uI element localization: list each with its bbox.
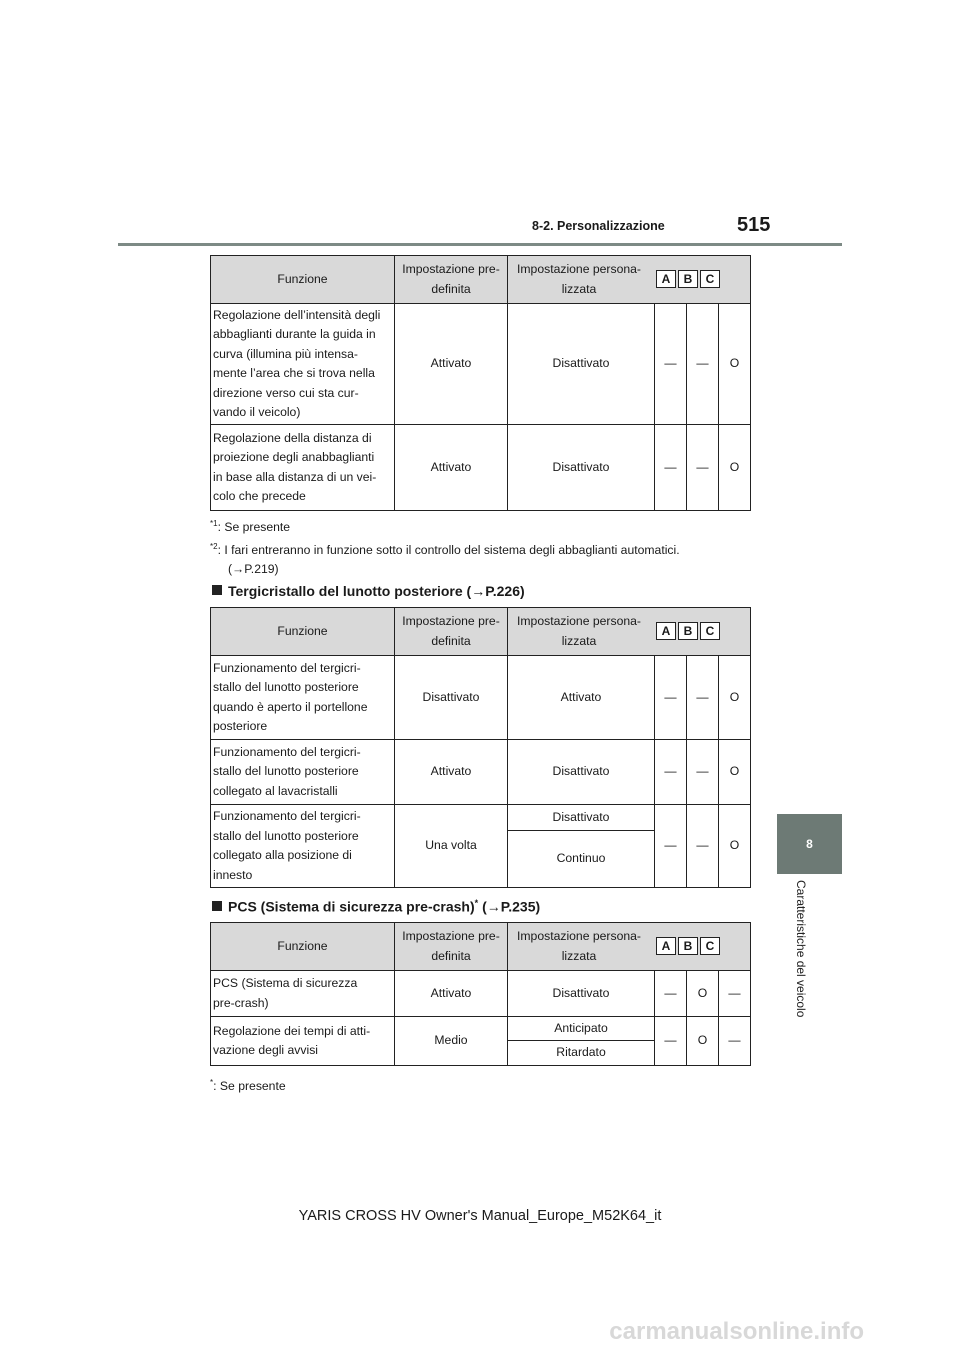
function-cell: Regolazione della distanza di proiezione degli anabbaglianti in base alla distanza di un vei- colo che precede (211, 425, 395, 511)
table-row (211, 425, 751, 511)
custom-cell: Disattivato (508, 740, 655, 805)
footnote: $^{*2}$: I fari entreranno in funzione sotto il controllo del sistema degli abbaglianti automatici. (→P.219) (210, 542, 680, 577)
custom-cell: Continuo (508, 831, 655, 888)
method-b-cell: O (687, 971, 719, 1017)
default-cell: Attivato (395, 425, 508, 511)
method-c-cell: O (719, 740, 751, 805)
method-b-box: B (678, 622, 698, 640)
chapter-title: Caratteristiche del veicolo (794, 880, 808, 1018)
method-a-box: A (656, 622, 676, 640)
method-b-box: B (678, 937, 698, 955)
custom-cell: Attivato (508, 656, 655, 740)
default-cell: Attivato (395, 304, 508, 425)
method-b-cell: — (687, 805, 719, 888)
function-cell: Regolazione dell’intensità degli abbaglianti durante la guida in curva (illumina più intensa- mente l’area che si trova nella direzione verso cui sta cur- vando il veicolo) (211, 304, 395, 425)
function-cell: Funzionamento del tergicri- stallo del lunotto posteriore quando è aperto il portellone posteriore (211, 656, 395, 740)
method-b-cell: — (687, 304, 719, 425)
table-header-row (211, 608, 751, 656)
method-c-cell: O (719, 425, 751, 511)
default-cell: Attivato (395, 971, 508, 1017)
default-cell: Una volta (395, 805, 508, 888)
header-default: Impostazione pre- definita (395, 923, 508, 971)
section-title: Tergicristallo del lunotto posteriore (→P.226) (212, 583, 525, 599)
function-cell: Funzionamento del tergicri- stallo del lunotto posteriore collegato al lavacristalli (211, 740, 395, 805)
table-row (211, 656, 751, 740)
settings-table-rear-wiper (210, 607, 751, 888)
method-b-cell: — (687, 656, 719, 740)
method-b-cell: — (687, 740, 719, 805)
method-c-cell: O (719, 656, 751, 740)
method-a-cell: — (655, 304, 687, 425)
header-custom (508, 923, 751, 971)
table-row (211, 740, 751, 805)
customization-method-boxes (654, 622, 720, 642)
header-custom-label: Impostazione persona- lizzata (517, 614, 641, 648)
table-header-row (211, 923, 751, 971)
custom-cell: Disattivato (508, 304, 655, 425)
method-a-cell: — (655, 425, 687, 511)
customization-method-boxes (654, 937, 720, 957)
method-c-box: C (700, 622, 720, 640)
footnote: $^{*1}$: Se presente (210, 519, 291, 535)
header-default: Impostazione pre- definita (395, 608, 508, 656)
method-c-cell: O (719, 805, 751, 888)
header-function: Funzione (211, 608, 395, 656)
method-a-box: A (656, 937, 676, 955)
chapter-number: 8 (806, 837, 813, 851)
header-custom-label: Impostazione persona- lizzata (517, 262, 641, 296)
method-c-cell: — (719, 971, 751, 1017)
bullet-square-icon (212, 901, 222, 911)
custom-cell: Disattivato (508, 971, 655, 1017)
settings-table-headlights (210, 255, 751, 511)
table-header-row (211, 256, 751, 304)
method-a-cell: — (655, 1017, 687, 1066)
default-cell: Disattivato (395, 656, 508, 740)
method-b-box: B (678, 270, 698, 288)
custom-cell: Ritardato (508, 1041, 655, 1066)
function-cell: Regolazione dei tempi di atti- vazione degli avvisi (211, 1017, 395, 1066)
custom-cell: Anticipato (508, 1017, 655, 1041)
method-c-cell: O (719, 304, 751, 425)
method-b-cell: O (687, 1017, 719, 1066)
chapter-tab[interactable] (777, 814, 842, 874)
header-custom (508, 608, 751, 656)
method-a-cell: — (655, 740, 687, 805)
function-cell: PCS (Sistema di sicurezza pre-crash) (211, 971, 395, 1017)
header-rule (118, 243, 842, 246)
default-cell: Medio (395, 1017, 508, 1066)
method-a-cell: — (655, 971, 687, 1017)
method-c-box: C (700, 937, 720, 955)
method-a-cell: — (655, 656, 687, 740)
method-a-cell: — (655, 805, 687, 888)
footnote: *: Se presente (210, 1078, 286, 1094)
customization-method-boxes (654, 270, 720, 290)
function-cell: Funzionamento del tergicri- stallo del lunotto posteriore collegato alla posizione di innesto (211, 805, 395, 888)
method-a-box: A (656, 270, 676, 288)
table-row (211, 971, 751, 1017)
header-function: Funzione (211, 256, 395, 304)
header-custom-label: Impostazione persona- lizzata (517, 929, 641, 963)
method-b-cell: — (687, 425, 719, 511)
custom-cell: Disattivato (508, 425, 655, 511)
custom-cell: Disattivato (508, 805, 655, 831)
settings-table-pcs (210, 922, 751, 1066)
table-row (211, 304, 751, 425)
section-title: PCS (Sistema di sicurezza pre-crash)* (→P.235) (212, 898, 540, 915)
header-default: Impostazione pre- definita (395, 256, 508, 304)
watermark: carmanualsonline.info (609, 1318, 864, 1345)
table-row (211, 805, 751, 831)
bullet-square-icon (212, 585, 222, 595)
method-c-box: C (700, 270, 720, 288)
header-function: Funzione (211, 923, 395, 971)
header-custom (508, 256, 751, 304)
section-heading: 8-2. Personalizzazione (532, 219, 665, 233)
default-cell: Attivato (395, 740, 508, 805)
method-c-cell: — (719, 1017, 751, 1066)
page-footer: YARIS CROSS HV Owner's Manual_Europe_M52K64_it (298, 1208, 662, 1224)
table-row (211, 1017, 751, 1041)
page-number: 515 (737, 214, 771, 236)
